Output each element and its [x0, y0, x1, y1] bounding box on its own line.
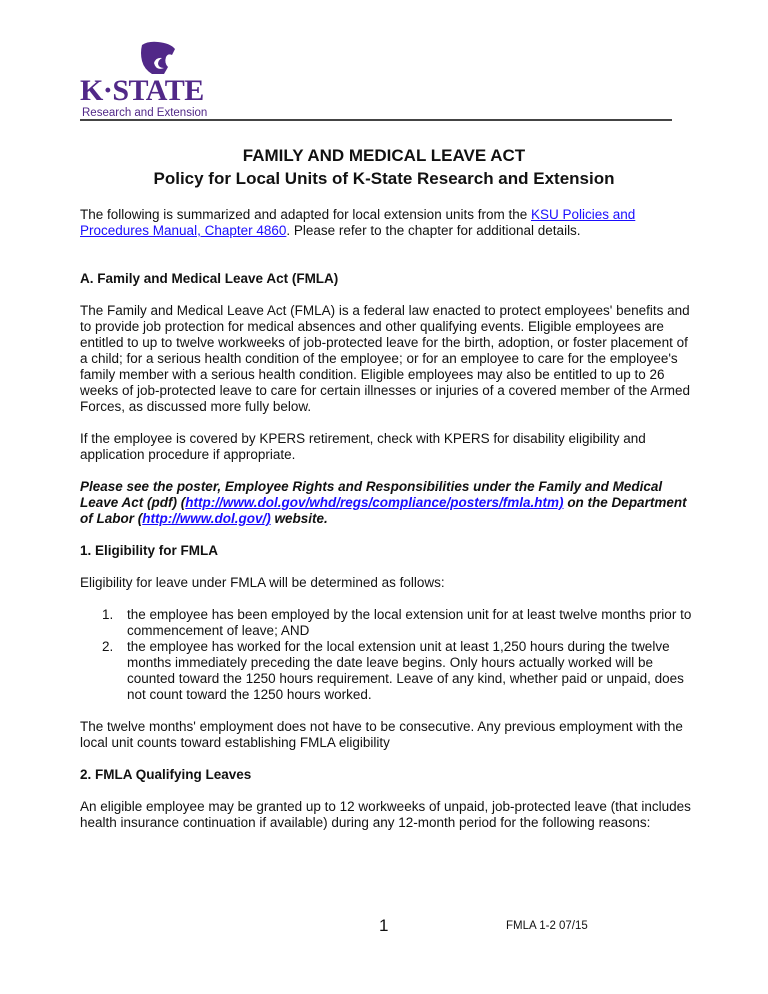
- dol-link[interactable]: http://www.dol.gov/): [142, 511, 271, 526]
- intro-paragraph: [80, 207, 692, 239]
- poster-text: Please see the poster, Employee Rights and Responsibilities under the Family and Medical Leave Act (pdf) (: [80, 479, 663, 510]
- logo-wordmark: K·STATE: [80, 74, 204, 107]
- section-a-heading: A. Family and Medical Leave Act (FMLA): [80, 271, 339, 286]
- page-footer: [0, 916, 768, 940]
- list-item: [80, 607, 692, 639]
- eligibility-note: The twelve months' employment does not have to be consecutive. Any previous employment with the local unit counts toward establishing FMLA eligibility: [80, 719, 683, 750]
- list-item: [80, 639, 692, 703]
- kstate-logo: [80, 38, 230, 120]
- document-body: [80, 207, 692, 847]
- kpers-paragraph: If the employee is covered by KPERS retirement, check with KPERS for disability eligibility and application procedure if appropriate.: [80, 431, 646, 462]
- page-number: 1: [379, 916, 389, 935]
- title-line-1: FAMILY AND MEDICAL LEAVE ACT: [242, 146, 526, 165]
- ksu-policies-link[interactable]: KSU Policies and Procedures Manual, Chapter 4860: [80, 207, 636, 238]
- list-text: the employee has worked for the local extension unit at least 1,250 hours during the twelve months immediately preceding the date leave begins. Only hours actually worked will be counted toward the 1250 hours requirement. Leave of any kind, whether paid or unpaid, does not count toward the 1250 hours worked.: [127, 639, 684, 702]
- title-line-2: Policy for Local Units of K-State Research and Extension: [153, 169, 615, 188]
- list-number: 2.: [102, 639, 114, 654]
- eligibility-list: [80, 607, 692, 703]
- section-a-paragraph: The Family and Medical Leave Act (FMLA) is a federal law enacted to protect employees' benefits and to provide job protection for medical absences and other qualifying events. Eligible employees are entitled to up to twelve workweeks of job-protected leave for the birth, adoption, or foster placement of a child; for a serious health condition of the employee; or for an employee to care for the employee's family member with a serious health condition. Eligible employees may also be entitled to up to 26 weeks of job-protected leave to care for certain illnesses or injuries of a covered member of the Armed Forces, as discussed more fully below.: [80, 303, 691, 414]
- intro-text: The following is summarized and adapted for local extension units from the: [80, 207, 531, 222]
- intro-text-end: . Please refer to the chapter for additional details.: [286, 223, 581, 238]
- document-code: FMLA 1-2: [506, 920, 556, 932]
- fmla-poster-link[interactable]: http://www.dol.gov/whd/regs/compliance/posters/fmla.htm): [185, 495, 564, 510]
- logo-subtitle: Research and Extension: [82, 107, 208, 119]
- section-2-paragraph: An eligible employee may be granted up to 12 workweeks of unpaid, job-protected leave (that includes health insurance continuation if available) during any 12-month period for the following reasons:: [80, 799, 691, 830]
- poster-text: on the Department of Labor (: [80, 495, 687, 526]
- list-number: 1.: [102, 607, 114, 622]
- header-rule: [80, 119, 672, 121]
- poster-paragraph: [80, 479, 692, 527]
- document-date: 07/15: [559, 920, 588, 932]
- document-title: [80, 144, 688, 190]
- section-2-heading: 2. FMLA Qualifying Leaves: [80, 767, 252, 782]
- poster-text: website.: [270, 511, 328, 526]
- list-text: the employee has been employed by the local extension unit for at least twelve months prior to commencement of leave; AND: [127, 607, 692, 638]
- eligibility-intro: Eligibility for leave under FMLA will be determined as follows:: [80, 575, 445, 590]
- section-1-heading: 1. Eligibility for FMLA: [80, 543, 218, 558]
- wildcat-logo-icon: [138, 41, 176, 75]
